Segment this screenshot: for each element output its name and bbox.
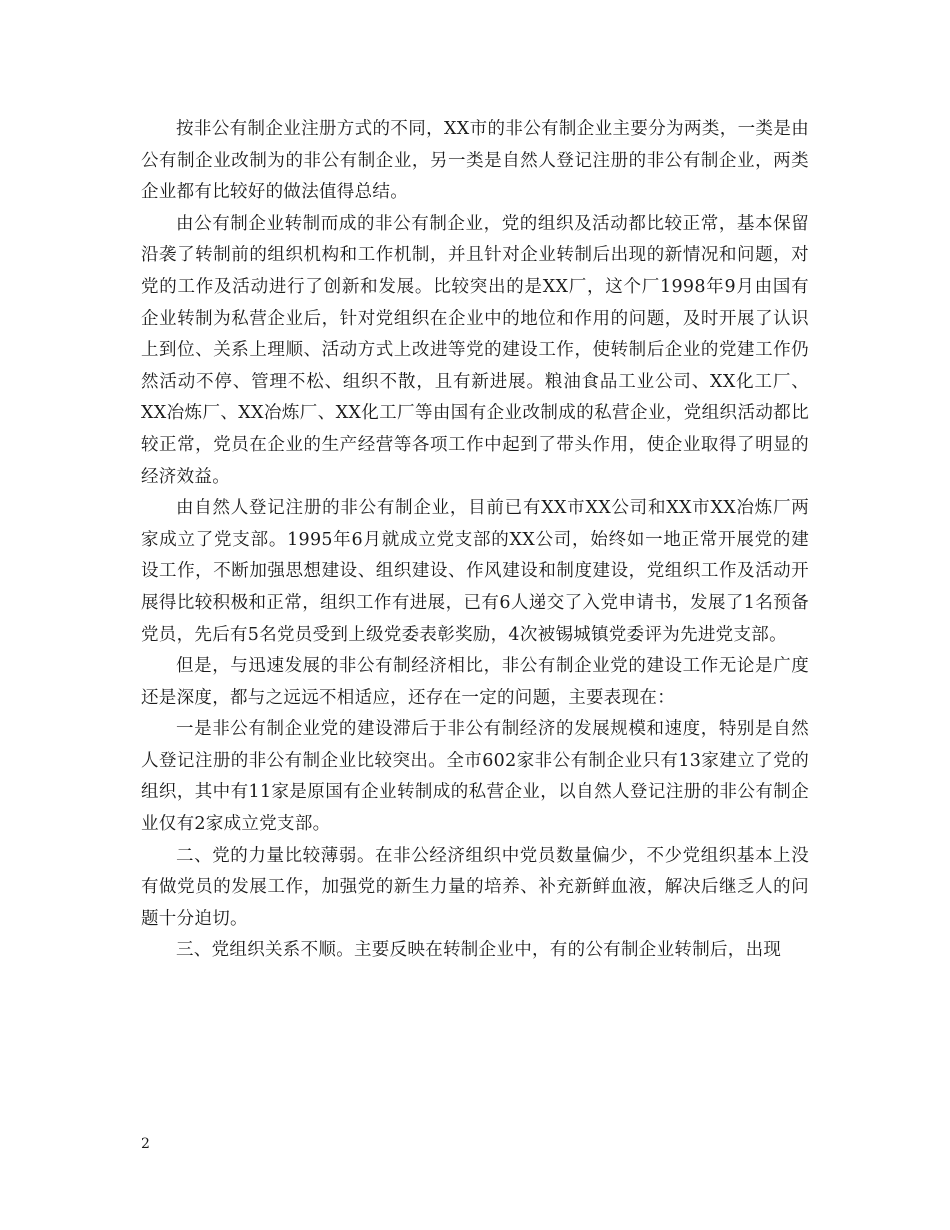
paragraph-problem-one: 一是非公有制企业党的建设滞后于非公有制经济的发展规模和速度，特别是自然人登记注册的非公有制企业比较突出。全市602家非公有制企业只有13家建立了党的组织，其中有11家是原国有企业转制成的私营企业，以自然人登记注册的非公有制企业仅有2家成立党支部。 bbox=[141, 719, 809, 835]
paragraph-problems-intro: 但是，与迅速发展的非公有制经济相比，非公有制企业党的建设工作无论是广度还是深度，都与之远远不相适应，还存在一定的问题，主要表现在： bbox=[141, 656, 809, 708]
paragraph-problem-two: 二、党的力量比较薄弱。在非公经济组织中党员数量偏少，不少党组织基本上没有做党员的发展工作，加强党的新生力量的培养、补充新鲜血液，解决后继乏人的问题十分迫切。 bbox=[141, 845, 809, 929]
paragraph-converted-enterprises: 由公有制企业转制而成的非公有制企业，党的组织及活动都比较正常，基本保留沿袭了转制前的组织机构和工作机制，并且针对企业转制后出现的新情况和问题，对党的工作及活动进行了创新和发展。比较突出的是XX厂，这个厂1998年9月由国有企业转制为私营企业后，针对党组织在企业中的地位和作用的问题，及时开展了认识上到位、关系上理顺、活动方式上改进等党的建设工作，使转制后企业的党建工作仍然活动不停、管理不松、组织不散，且有新进展。粮油食品工业公司、XX化工厂、XX冶炼厂、XX冶炼厂、XX化工厂等由国有企业改制成的私营企业，党组织活动都比较正常，党员在企业的生产经营等各项工作中起到了带头作用，使企业取得了明显的经济效益。 bbox=[141, 213, 809, 487]
page-number: 2 bbox=[141, 1136, 150, 1152]
body-text bbox=[141, 114, 809, 967]
paragraph-registration-types: 按非公有制企业注册方式的不同，XX市的非公有制企业主要分为两类，一类是由公有制企业改制为的非公有制企业，另一类是自然人登记注册的非公有制企业，两类企业都有比较好的做法值得总结。 bbox=[141, 119, 809, 203]
paragraph-problem-three: 三、党组织关系不顺。主要反映在转制企业中，有的公有制企业转制后，出现 bbox=[176, 940, 782, 961]
paragraph-natural-person-enterprises: 由自然人登记注册的非公有制企业，目前已有XX市XX公司和XX市XX冶炼厂两家成立了党支部。1995年6月就成立党支部的XX公司，始终如一地正常开展党的建设工作，不断加强思想建设、组织建设、作风建设和制度建设，党组织工作及活动开展得比较积极和正常，组织工作有进展，已有6人递交了入党申请书，发展了1名预备党员，先后有5名党员受到上级党委表彰奖励，4次被锡城镇党委评为先进党支部。 bbox=[141, 498, 809, 645]
